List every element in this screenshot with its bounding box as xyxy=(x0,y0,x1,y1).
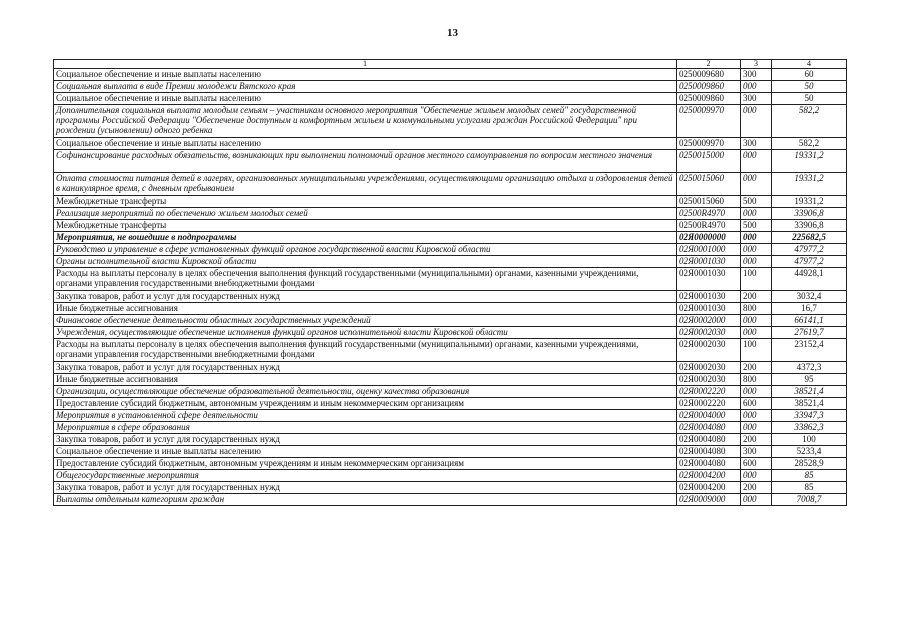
row-code-cell: 02Я0004080 xyxy=(677,422,741,434)
row-expense-type-cell: 600 xyxy=(741,398,772,410)
row-amount-cell: 47977,2 xyxy=(772,244,847,256)
table-row xyxy=(54,315,847,327)
row-code-cell: 0250009860 xyxy=(677,81,741,93)
row-expense-type-cell: 800 xyxy=(741,303,772,315)
row-name-cell: Предоставление субсидий бюджетным, автономным учреждениям и иным некоммерческим организациям xyxy=(54,398,677,410)
row-amount-cell: 3032,4 xyxy=(772,291,847,303)
row-amount-cell: 16,7 xyxy=(772,303,847,315)
table-row xyxy=(54,386,847,398)
row-name-cell: Расходы на выплаты персоналу в целях обеспечения выполнения функций государственными (муниципальными) органами, казенными учреждениями, органами управления государственными внебюджетными фондами xyxy=(54,339,677,362)
table-row xyxy=(54,105,847,138)
row-code-cell: 02Я0002030 xyxy=(677,374,741,386)
row-expense-type-cell: 000 xyxy=(741,315,772,327)
row-name-cell: Социальное обеспечение и иные выплаты населению xyxy=(54,69,677,81)
row-name-cell: Софинансирование расходных обязательств, возникающих при выполнении полномочий органов местного самоуправления по вопросам местного значения xyxy=(54,150,677,173)
table-row xyxy=(54,422,847,434)
row-expense-type-cell: 000 xyxy=(741,244,772,256)
row-code-cell: 02Я0001000 xyxy=(677,244,741,256)
row-code-cell: 02Я0002000 xyxy=(677,315,741,327)
row-name-cell: Закупка товаров, работ и услуг для государственных нужд xyxy=(54,291,677,303)
row-code-cell: 0250009680 xyxy=(677,69,741,81)
header-col-4: 4 xyxy=(772,60,847,69)
row-amount-cell: 44928,1 xyxy=(772,268,847,291)
row-name-cell: Иные бюджетные ассигнования xyxy=(54,374,677,386)
row-code-cell: 02Я0000000 xyxy=(677,232,741,244)
row-code-cell: 02Я0004080 xyxy=(677,446,741,458)
row-amount-cell: 28528,9 xyxy=(772,458,847,470)
table-row xyxy=(54,69,847,81)
row-name-cell: Межбюджетные трансферты xyxy=(54,196,677,208)
table-body xyxy=(54,69,847,506)
table-row xyxy=(54,494,847,506)
row-expense-type-cell: 000 xyxy=(741,410,772,422)
table-row xyxy=(54,434,847,446)
row-name-cell: Межбюджетные трансферты xyxy=(54,220,677,232)
row-name-cell: Предоставление субсидий бюджетным, автономным учреждениям и иным некоммерческим организациям xyxy=(54,458,677,470)
table-row xyxy=(54,410,847,422)
row-name-cell: Общегосударственные мероприятия xyxy=(54,470,677,482)
row-amount-cell: 27619,7 xyxy=(772,327,847,339)
row-code-cell: 02Я0002030 xyxy=(677,339,741,362)
row-code-cell: 02Я0002030 xyxy=(677,327,741,339)
row-expense-type-cell: 200 xyxy=(741,482,772,494)
row-amount-cell: 47977,2 xyxy=(772,256,847,268)
table-row xyxy=(54,232,847,244)
row-expense-type-cell: 500 xyxy=(741,220,772,232)
table-row xyxy=(54,138,847,150)
row-name-cell: Социальное обеспечение и иные выплаты населению xyxy=(54,446,677,458)
row-code-cell: 02Я0001030 xyxy=(677,256,741,268)
row-amount-cell: 225682,5 xyxy=(772,232,847,244)
row-expense-type-cell: 000 xyxy=(741,494,772,506)
row-name-cell: Выплаты отдельным категориям граждан xyxy=(54,494,677,506)
row-expense-type-cell: 000 xyxy=(741,81,772,93)
row-name-cell: Руководство и управление в сфере установленных функций органов государственной власти Кировской области xyxy=(54,244,677,256)
row-code-cell: 02Я0001030 xyxy=(677,303,741,315)
row-expense-type-cell: 000 xyxy=(741,386,772,398)
table-row xyxy=(54,93,847,105)
table-row xyxy=(54,244,847,256)
row-expense-type-cell: 500 xyxy=(741,196,772,208)
row-code-cell: 02Я0002220 xyxy=(677,386,741,398)
row-name-cell: Реализация мероприятий по обеспечению жильем молодых семей xyxy=(54,208,677,220)
row-expense-type-cell: 000 xyxy=(741,422,772,434)
row-code-cell: 02Я0004080 xyxy=(677,458,741,470)
row-expense-type-cell: 000 xyxy=(741,150,772,173)
row-amount-cell: 33906,8 xyxy=(772,220,847,232)
row-expense-type-cell: 200 xyxy=(741,291,772,303)
row-name-cell: Социальное обеспечение и иные выплаты населению xyxy=(54,93,677,105)
row-expense-type-cell: 300 xyxy=(741,69,772,81)
table-row xyxy=(54,196,847,208)
row-expense-type-cell: 100 xyxy=(741,339,772,362)
table-row xyxy=(54,339,847,362)
page-number: 13 xyxy=(447,27,458,39)
row-expense-type-cell: 000 xyxy=(741,256,772,268)
row-expense-type-cell: 300 xyxy=(741,93,772,105)
row-name-cell: Оплата стоимости питания детей в лагерях, организованных муниципальными учреждениями, осуществляющими организацию отдыха и оздоровления детей в каникулярное время, с дневным пребыванием xyxy=(54,173,677,196)
row-name-cell: Мероприятия в установленной сфере деятельности xyxy=(54,410,677,422)
row-code-cell: 02500R4970 xyxy=(677,220,741,232)
row-amount-cell: 100 xyxy=(772,434,847,446)
row-amount-cell: 23152,4 xyxy=(772,339,847,362)
row-amount-cell: 4372,3 xyxy=(772,362,847,374)
row-code-cell: 02Я0004000 xyxy=(677,410,741,422)
row-code-cell: 0250015060 xyxy=(677,196,741,208)
row-amount-cell: 33947,3 xyxy=(772,410,847,422)
row-code-cell: 0250015060 xyxy=(677,173,741,196)
row-expense-type-cell: 000 xyxy=(741,208,772,220)
row-name-cell: Закупка товаров, работ и услуг для государственных нужд xyxy=(54,434,677,446)
row-expense-type-cell: 300 xyxy=(741,446,772,458)
table-row xyxy=(54,303,847,315)
row-amount-cell: 38521,4 xyxy=(772,398,847,410)
row-amount-cell: 85 xyxy=(772,470,847,482)
header-col-3: 3 xyxy=(741,60,772,69)
row-amount-cell: 582,2 xyxy=(772,105,847,138)
row-amount-cell: 66141,1 xyxy=(772,315,847,327)
table-row xyxy=(54,470,847,482)
table-header-row xyxy=(54,60,847,69)
row-amount-cell: 95 xyxy=(772,374,847,386)
row-expense-type-cell: 800 xyxy=(741,374,772,386)
row-code-cell: 0250009860 xyxy=(677,93,741,105)
row-expense-type-cell: 000 xyxy=(741,105,772,138)
row-name-cell: Финансовое обеспечение деятельности областных государственных учреждений xyxy=(54,315,677,327)
row-code-cell: 02500R4970 xyxy=(677,208,741,220)
row-amount-cell: 19331,2 xyxy=(772,173,847,196)
table-row xyxy=(54,398,847,410)
row-amount-cell: 19331,2 xyxy=(772,196,847,208)
table-row xyxy=(54,446,847,458)
row-name-cell: Закупка товаров, работ и услуг для государственных нужд xyxy=(54,482,677,494)
table-row xyxy=(54,362,847,374)
row-name-cell: Социальная выплата в виде Премии молодежи Вятского края xyxy=(54,81,677,93)
row-expense-type-cell: 600 xyxy=(741,458,772,470)
table-row xyxy=(54,268,847,291)
row-code-cell: 0250009970 xyxy=(677,138,741,150)
row-amount-cell: 33906,8 xyxy=(772,208,847,220)
table-row xyxy=(54,81,847,93)
table-row xyxy=(54,173,847,196)
row-code-cell: 02Я0002220 xyxy=(677,398,741,410)
row-expense-type-cell: 300 xyxy=(741,138,772,150)
row-name-cell: Социальное обеспечение и иные выплаты населению xyxy=(54,138,677,150)
row-amount-cell: 38521,4 xyxy=(772,386,847,398)
row-amount-cell: 85 xyxy=(772,482,847,494)
row-code-cell: 02Я0004200 xyxy=(677,470,741,482)
row-name-cell: Мероприятия, не вошедшие в подпрограммы xyxy=(54,232,677,244)
table-row xyxy=(54,150,847,173)
row-amount-cell: 50 xyxy=(772,81,847,93)
row-name-cell: Органы исполнительной власти Кировской области xyxy=(54,256,677,268)
header-col-1: 1 xyxy=(54,60,677,69)
row-code-cell: 02Я0009000 xyxy=(677,494,741,506)
row-expense-type-cell: 000 xyxy=(741,232,772,244)
row-amount-cell: 33862,3 xyxy=(772,422,847,434)
row-expense-type-cell: 000 xyxy=(741,470,772,482)
row-expense-type-cell: 000 xyxy=(741,327,772,339)
row-code-cell: 02Я0001030 xyxy=(677,268,741,291)
table-row xyxy=(54,458,847,470)
row-name-cell: Дополнительная социальная выплата молодым семьям – участникам основного мероприятия "Обеспечение жильем молодых семей" государственной программы Российской Федерации "Обеспечение доступным и комфортным жильем и коммунальными услугами граждан Российской Федерации" при рождении (усыновлении) одного ребенка xyxy=(54,105,677,138)
row-name-cell: Организации, осуществляющие обеспечение образовательной деятельности, оценку качества образования xyxy=(54,386,677,398)
row-name-cell: Расходы на выплаты персоналу в целях обеспечения выполнения функций государственными (муниципальными) органами, казенными учреждениями, органами управления государственными внебюджетными фондами xyxy=(54,268,677,291)
budget-table xyxy=(53,59,847,506)
row-code-cell: 02Я0002030 xyxy=(677,362,741,374)
row-amount-cell: 5233,4 xyxy=(772,446,847,458)
table-row xyxy=(54,256,847,268)
row-expense-type-cell: 200 xyxy=(741,362,772,374)
row-code-cell: 02Я0004200 xyxy=(677,482,741,494)
table-row xyxy=(54,374,847,386)
row-expense-type-cell: 100 xyxy=(741,268,772,291)
row-amount-cell: 7008,7 xyxy=(772,494,847,506)
row-code-cell: 0250009970 xyxy=(677,105,741,138)
row-name-cell: Закупка товаров, работ и услуг для государственных нужд xyxy=(54,362,677,374)
table-row xyxy=(54,291,847,303)
header-col-2: 2 xyxy=(677,60,741,69)
row-amount-cell: 60 xyxy=(772,69,847,81)
table-row xyxy=(54,208,847,220)
table-row xyxy=(54,220,847,232)
table-row xyxy=(54,482,847,494)
row-code-cell: 02Я0004080 xyxy=(677,434,741,446)
table-row xyxy=(54,327,847,339)
row-code-cell: 02Я0001030 xyxy=(677,291,741,303)
row-amount-cell: 19331,2 xyxy=(772,150,847,173)
row-name-cell: Иные бюджетные ассигнования xyxy=(54,303,677,315)
row-expense-type-cell: 200 xyxy=(741,434,772,446)
row-name-cell: Учреждения, осуществляющие обеспечение исполнения функций органов исполнительной власти Кировской области xyxy=(54,327,677,339)
row-amount-cell: 50 xyxy=(772,93,847,105)
row-name-cell: Мероприятия в сфере образования xyxy=(54,422,677,434)
row-code-cell: 0250015000 xyxy=(677,150,741,173)
row-amount-cell: 582,2 xyxy=(772,138,847,150)
row-expense-type-cell: 000 xyxy=(741,173,772,196)
